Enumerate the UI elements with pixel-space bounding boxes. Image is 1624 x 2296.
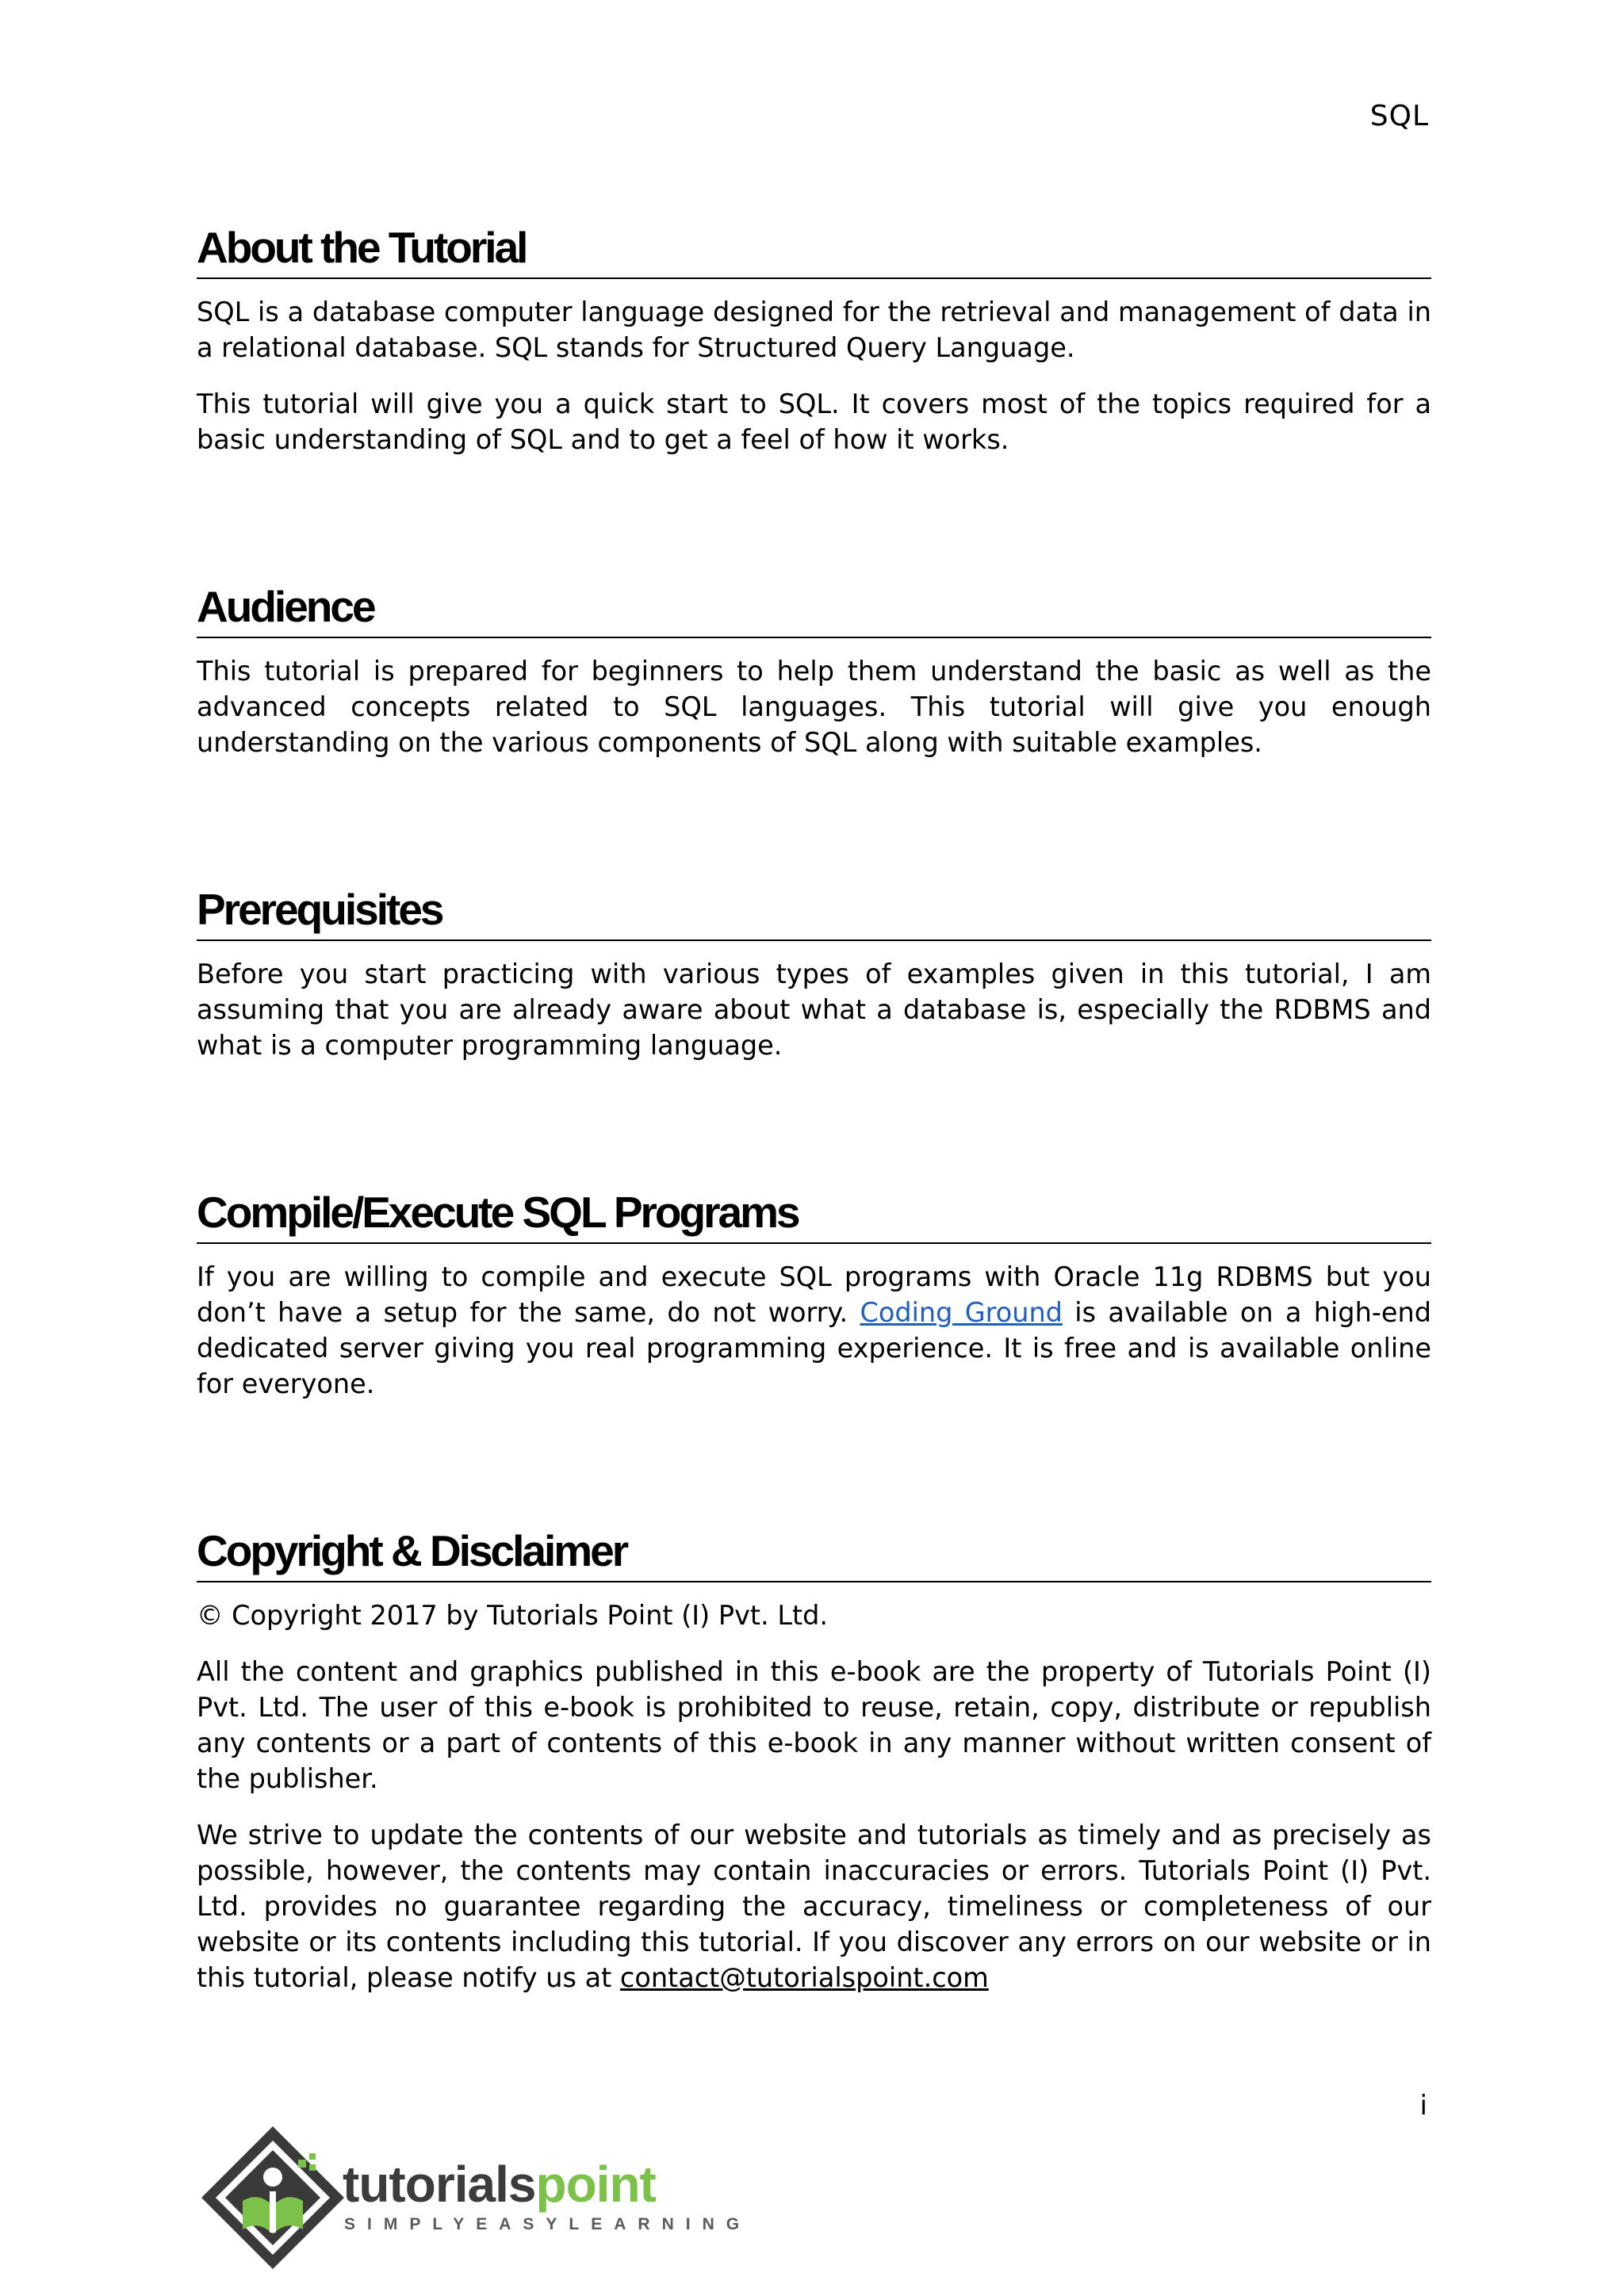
logo-word-part: point	[535, 2156, 656, 2213]
paragraph-text: We strive to update the contents of our website and tutorials as timely and as precisely as possible, however, the contents may contain inaccuracies or errors. Tutorials Point (I) Pvt. Ltd. provides no guarantee regarding the accuracy, timeliness or completeness of our website or its contents including this tutorial. If you discover any errors on our website or in this tutorial, please notify us at	[197, 1820, 1431, 1993]
section-prerequisites	[197, 882, 1431, 1063]
section-heading: Compile/Execute SQL Programs	[197, 1185, 1431, 1244]
paragraph	[197, 1817, 1431, 1996]
logo-word-part: tutorials	[343, 2156, 536, 2213]
section-about	[197, 220, 1431, 457]
page-number: i	[1419, 2090, 1427, 2122]
section-heading: Audience	[197, 580, 1431, 638]
page-content	[197, 220, 1431, 1996]
paragraph-text: is available on a high-end dedicated server giving you real programming experience. It is free and is available online for everyone.	[197, 1297, 1431, 1399]
tutorialspoint-logo	[193, 2118, 752, 2277]
paragraph-text: If you are willing to compile and execute SQL programs with Oracle 11g RDBMS but you don’t have a setup for the same, do not worry.	[197, 1261, 1431, 1328]
paragraph: This tutorial is prepared for beginners to help them understand the basic as well as the advanced concepts related to SQL languages. This tutorial will give you enough understanding on the various components of SQL along with suitable examples.	[197, 656, 1431, 758]
spacer	[197, 1063, 1431, 1185]
paragraph: Before you start practicing with various types of examples given in this tutorial, I am assuming that you are already aware about what a database is, especially the RDBMS and what is a computer programming language.	[197, 959, 1431, 1061]
paragraph	[197, 1259, 1431, 1402]
logo-wordmark	[343, 2156, 656, 2212]
spacer	[197, 457, 1431, 580]
spacer	[197, 760, 1431, 882]
section-heading: About the Tutorial	[197, 220, 1431, 279]
contact-email-link[interactable]: contact@tutorialspoint.com	[619, 1962, 989, 1993]
running-header: SQL	[1369, 100, 1429, 132]
paragraph: SQL is a database computer language designed for the retrieval and management of data in a relational database. SQL stands for Structured Query Language.	[197, 297, 1431, 363]
copyright-line: © Copyright 2017 by Tutorials Point (I) Pvt. Ltd.	[197, 1600, 829, 1631]
logo-emblem-icon	[193, 2118, 352, 2277]
paragraph: This tutorial will give you a quick start to SQL. It covers most of the topics required for a basic understanding of SQL and to get a feel of how it works.	[197, 388, 1431, 455]
section-heading: Copyright & Disclaimer	[197, 1524, 1431, 1582]
coding-ground-link[interactable]: Coding Ground	[860, 1297, 1063, 1328]
section-audience	[197, 580, 1431, 760]
section-heading: Prerequisites	[197, 882, 1431, 941]
paragraph: All the content and graphics published in this e-book are the property of Tutorials Point (I) Pvt. Ltd. The user of this e-book is prohibited to reuse, retain, copy, distribute or republish any contents or a part of contents of this e-book in any manner without written consent of the publisher.	[197, 1656, 1431, 1794]
spacer	[197, 1402, 1431, 1524]
section-copyright	[197, 1524, 1431, 1996]
section-compile	[197, 1185, 1431, 1402]
logo-tagline: SIMPLYEASYLEARNING	[344, 2215, 752, 2233]
